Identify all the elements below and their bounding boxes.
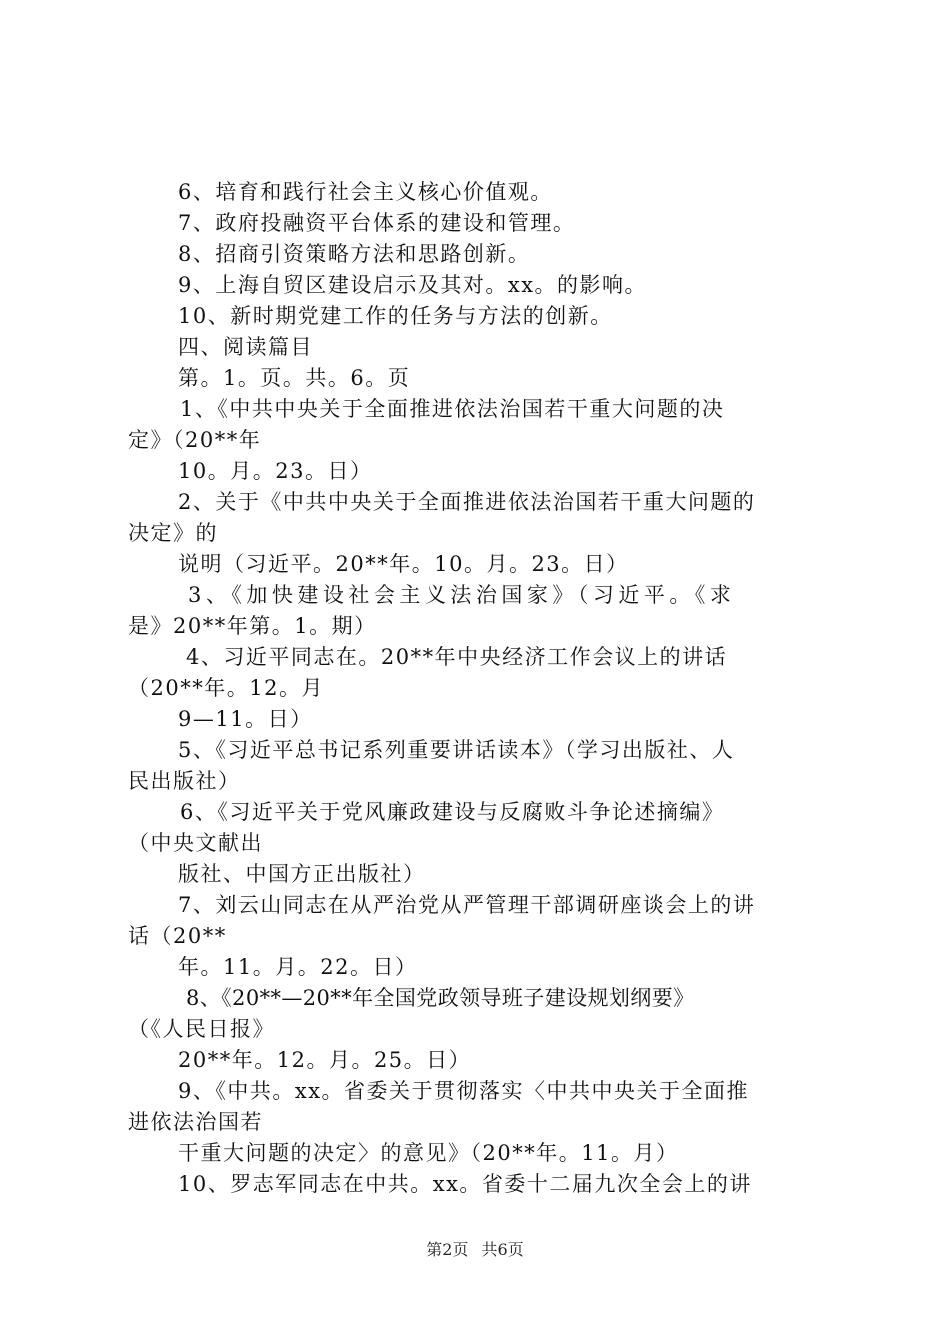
text-line: 8、《20**—20**年全国党政领导班子建设规划纲要》 <box>186 986 695 1010</box>
text-line: （《人民日报》 <box>128 1017 275 1041</box>
text-line: 1、《中共中央关于全面推进依法治国若干重大问题的决 <box>180 397 725 421</box>
text-line: 9、《中共。xx。省委关于贯彻落实〈中共中央关于全面推 <box>178 1079 750 1103</box>
text-line: 8、招商引资策略方法和思路创新。 <box>178 242 531 266</box>
text-line: 说明（习近平。20**年。10。月。23。日） <box>178 552 629 576</box>
text-line: 6、培育和践行社会主义核心价值观。 <box>178 180 553 204</box>
text-line: 干重大问题的决定〉的意见》（20**年。11。月） <box>178 1141 679 1165</box>
text-line: 进依法治国若 <box>128 1110 263 1134</box>
text-line: 7、刘云山同志在从严治党从严管理干部调研座谈会上的讲 <box>178 893 756 917</box>
text-line: （20**年。12。月 <box>128 676 324 700</box>
text-line: 10、新时期党建工作的任务与方法的创新。 <box>178 304 613 328</box>
page-marker: 第。1。页。共。6。页 <box>178 366 411 390</box>
text-line: 5、《习近平总书记系列重要讲话读本》（学习出版社、人 <box>178 738 735 762</box>
text-line: 定》（20**年 <box>128 428 262 452</box>
text-line: 年。11。月。22。日） <box>178 955 418 979</box>
text-line: 2、关于《中共中央关于全面推进依法治国若干重大问题的 <box>178 490 756 514</box>
text-line: 10。月。23。日） <box>178 459 373 483</box>
text-line: 6、《习近平关于党风廉政建设与反腐败斗争论述摘编》 <box>180 800 725 824</box>
text-line: （中央文献出 <box>128 831 263 855</box>
page-number: 第2页 <box>426 1240 469 1259</box>
text-line: 20**年。12。月。25。日） <box>178 1048 472 1072</box>
text-line: 10、罗志军同志在中共。xx。省委十二届九次全会上的讲 <box>178 1172 752 1196</box>
page-total: 共6页 <box>481 1240 524 1259</box>
text-line: 是》20**年第。1。期） <box>128 614 377 638</box>
text-line: 话（20** <box>128 924 227 948</box>
text-line: 9、上海自贸区建设启示及其对。xx。的影响。 <box>178 273 648 297</box>
text-line: 决定》的 <box>128 521 218 545</box>
text-line: 民出版社） <box>128 769 241 793</box>
page-footer <box>0 1240 950 1260</box>
text-line: 版社、中国方正出版社） <box>178 862 426 886</box>
text-line: 9—11。日） <box>178 707 313 731</box>
text-line: 4、习近平同志在。20**年中央经济工作会议上的讲话 <box>186 645 728 669</box>
section-heading: 四、阅读篇目 <box>178 335 313 359</box>
text-line: 3、《加快建设社会主义法治国家》（习近平。《求 <box>188 583 736 607</box>
text-line: 7、政府投融资平台体系的建设和管理。 <box>178 211 576 235</box>
